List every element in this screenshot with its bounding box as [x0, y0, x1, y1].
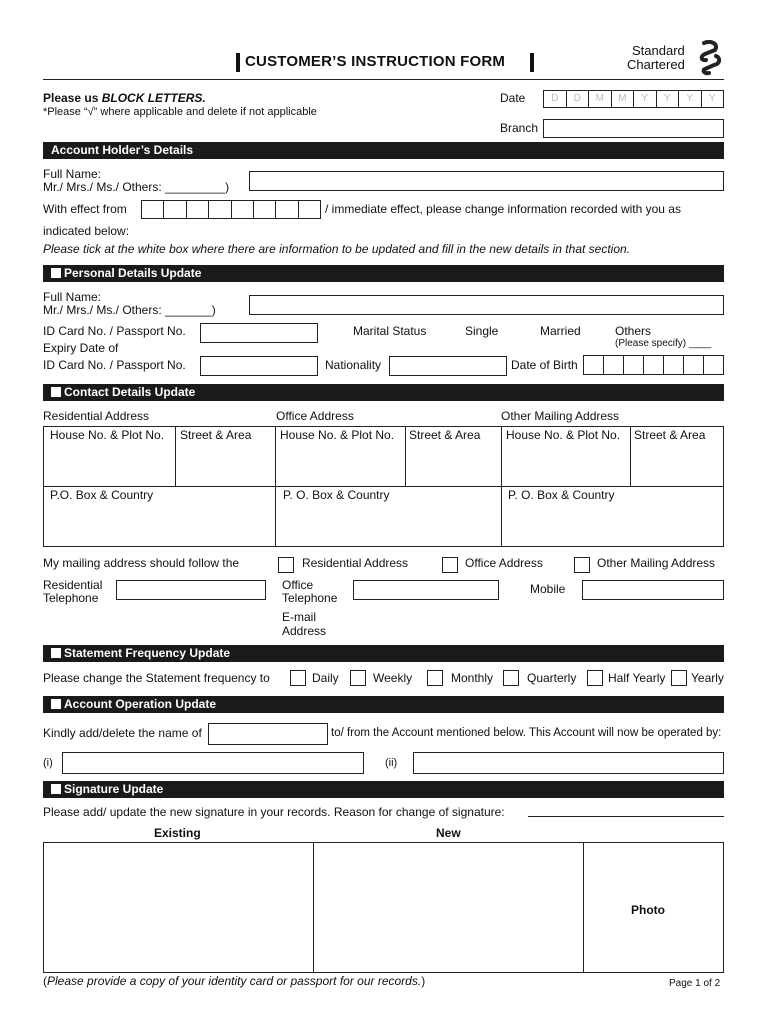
res-street-label: Street & Area: [180, 428, 252, 442]
header-rule: [43, 79, 724, 80]
personal-full-name-label: Full Name:: [43, 290, 102, 304]
date-cell: Y: [679, 91, 702, 107]
effect-from-label: With effect from: [43, 202, 127, 216]
off-telephone-label-1: Office: [282, 578, 314, 592]
signature-update-heading: Signature Update: [43, 781, 724, 798]
res-telephone-label-2: Telephone: [43, 591, 99, 605]
statement-frequency-label: Please change the Statement frequency to: [43, 671, 270, 685]
checkbox-square-icon: [51, 699, 61, 709]
email-label-1: E-mail: [282, 610, 317, 624]
date-cell: M: [589, 91, 612, 107]
branch-input[interactable]: [543, 119, 724, 138]
date-label: Date: [500, 91, 526, 105]
res-house-label: House No. & Plot No.: [50, 428, 165, 442]
office-address-label: Office Address: [276, 409, 354, 423]
mailing-follow-label: My mailing address should follow the: [43, 556, 240, 570]
checkbox-square-icon: [51, 648, 61, 658]
operator-ii-label: (ii): [385, 757, 398, 769]
half-yearly-label: Half Yearly: [608, 671, 666, 685]
signature-reason-line[interactable]: [528, 816, 724, 817]
photo-label: Photo: [631, 903, 665, 917]
operator-ii-input[interactable]: [413, 752, 724, 774]
opt-residential-label: Residential Address: [302, 556, 409, 570]
yearly-label: Yearly: [691, 671, 724, 685]
date-cell: M: [612, 91, 635, 107]
contact-details-heading: Contact Details Update: [43, 384, 724, 401]
form-title: CUSTOMER’S INSTRUCTION FORM: [245, 53, 506, 70]
logo-text-standard: Standard: [632, 43, 685, 58]
off-house-label: House No. & Plot No.: [280, 428, 395, 442]
residential-address-checkbox[interactable]: [278, 557, 294, 573]
id-card-label-2: ID Card No. / Passport No.: [43, 358, 186, 372]
date-cell: D: [544, 91, 567, 107]
logo-text-chartered: Chartered: [627, 57, 685, 72]
operator-name-input[interactable]: [208, 723, 328, 745]
oth-house-label: House No. & Plot No.: [506, 428, 621, 442]
mobile-label: Mobile: [530, 582, 566, 596]
expiry-date-input[interactable]: [200, 356, 318, 376]
date-field[interactable]: [543, 90, 724, 108]
weekly-checkbox[interactable]: [350, 670, 366, 686]
kindly-label: Kindly add/delete the name of: [43, 726, 202, 740]
weekly-label: Weekly: [373, 671, 413, 685]
id-card-input[interactable]: [200, 323, 318, 343]
res-telephone-label-1: Residential: [43, 578, 103, 592]
indicated-below-text: indicated below:: [43, 224, 130, 238]
checkbox-square-icon: [51, 387, 61, 397]
monthly-label: Monthly: [451, 671, 494, 685]
off-telephone-label-2: Telephone: [282, 591, 338, 605]
dob-field[interactable]: [583, 355, 724, 375]
quarterly-checkbox[interactable]: [503, 670, 519, 686]
new-label: New: [436, 826, 461, 840]
block-letters-instruction: Please us BLOCK LETTERS.: [43, 91, 206, 105]
new-signature-box[interactable]: [313, 842, 584, 973]
operator-i-label: (i): [43, 757, 53, 769]
oth-po-label: P. O. Box & Country: [508, 488, 615, 502]
tick-instruction: *Please “√” where applicable and delete if not applicable: [43, 106, 317, 118]
opt-other-label: Other Mailing Address: [597, 556, 716, 570]
marital-status-label: Marital Status: [353, 324, 427, 338]
dob-label: Date of Birth: [511, 358, 578, 372]
account-holder-name-input[interactable]: [249, 171, 724, 191]
operator-i-input[interactable]: [62, 752, 364, 774]
nationality-input[interactable]: [389, 356, 507, 376]
res-po-label: P.O. Box & Country: [50, 488, 154, 502]
statement-frequency-heading: Statement Frequency Update: [43, 645, 724, 662]
page-number: Page 1 of 2: [669, 978, 721, 989]
date-cell: D: [567, 91, 590, 107]
please-specify-label: (Please specify) ____: [615, 338, 712, 349]
effect-date-field[interactable]: [141, 200, 321, 219]
office-address-checkbox[interactable]: [442, 557, 458, 573]
immediate-effect-text: / immediate effect, please change information recorded with you as: [325, 202, 681, 216]
id-card-label: ID Card No. / Passport No.: [43, 324, 186, 338]
title-bracket-right: [530, 53, 534, 72]
oth-street-label: Street & Area: [634, 428, 706, 442]
account-holder-heading: Account Holder’s Details: [43, 142, 724, 159]
branch-label: Branch: [500, 121, 539, 135]
daily-checkbox[interactable]: [290, 670, 306, 686]
mobile-input[interactable]: [582, 580, 724, 600]
checkbox-square-icon: [51, 268, 61, 278]
other-mailing-address-checkbox[interactable]: [574, 557, 590, 573]
residential-address-label: Residential Address: [43, 409, 150, 423]
existing-signature-box[interactable]: [43, 842, 314, 973]
email-label-2: Address: [282, 624, 327, 638]
personal-title-label: Mr./ Mrs./ Ms./ Others: _______): [43, 303, 216, 317]
personal-name-input[interactable]: [249, 295, 724, 315]
to-from-text: to/ from the Account mentioned below. This Account will now be operated by:: [331, 727, 722, 739]
daily-label: Daily: [312, 671, 339, 685]
off-street-label: Street & Area: [409, 428, 481, 442]
monthly-checkbox[interactable]: [427, 670, 443, 686]
full-name-label: Full Name:: [43, 167, 102, 181]
personal-details-heading: Personal Details Update: [43, 265, 724, 282]
account-operation-heading: Account Operation Update: [43, 696, 724, 713]
expiry-date-label: Expiry Date of: [43, 341, 119, 355]
res-telephone-input[interactable]: [116, 580, 266, 600]
half-yearly-checkbox[interactable]: [587, 670, 603, 686]
off-telephone-input[interactable]: [353, 580, 499, 600]
other-mailing-address-label: Other Mailing Address: [501, 409, 620, 423]
standard-chartered-logo-icon: [697, 40, 723, 76]
footer-note: (Please provide a copy of your identity card or passport for our records.): [43, 974, 426, 988]
existing-label: Existing: [154, 826, 201, 840]
single-option[interactable]: Single: [465, 324, 499, 338]
nationality-label: Nationality: [325, 358, 382, 372]
opt-office-label: Office Address: [465, 556, 543, 570]
date-cell: Y: [708, 93, 716, 104]
checkbox-square-icon: [51, 784, 61, 794]
others-option[interactable]: Others: [615, 324, 652, 338]
date-cell: Y: [634, 91, 657, 107]
signature-reason-label: Please add/ update the new signature in your records. Reason for change of signature:: [43, 805, 505, 819]
date-cell: Y: [657, 91, 680, 107]
yearly-checkbox[interactable]: [671, 670, 687, 686]
married-option[interactable]: Married: [540, 324, 581, 338]
off-po-label: P. O. Box & Country: [283, 488, 390, 502]
title-label: Mr./ Mrs./ Ms./ Others: _________): [43, 180, 230, 194]
title-bracket-left: [236, 53, 240, 72]
quarterly-label: Quarterly: [527, 671, 577, 685]
tick-note: Please tick at the white box where there are information to be updated and fill in the new details in that section.: [43, 242, 631, 256]
